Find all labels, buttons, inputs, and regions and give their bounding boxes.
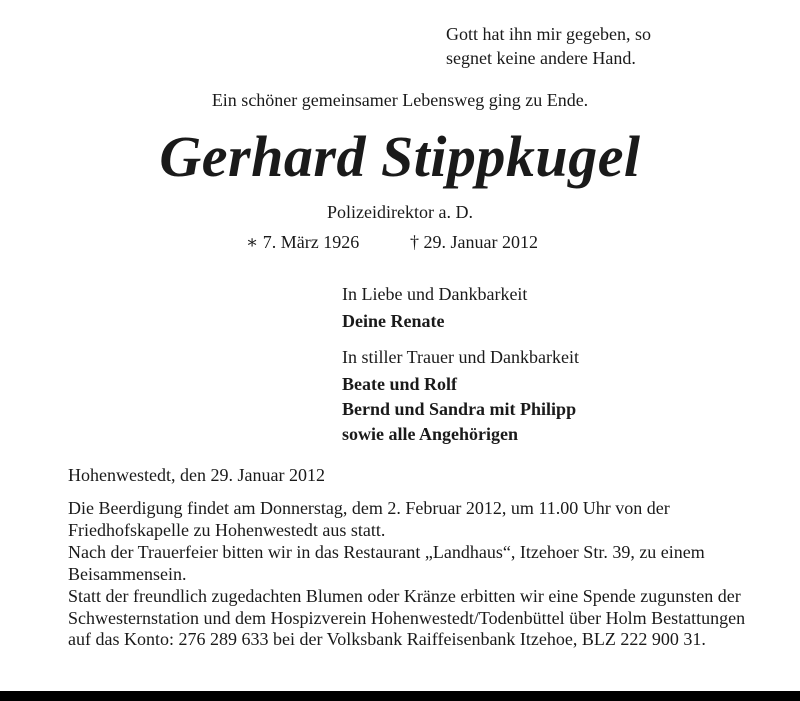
death-date: † 29. Januar 2012 xyxy=(410,232,538,252)
motto-line-2: segnet keine andere Hand. xyxy=(446,48,636,68)
intro-text: Ein schöner gemeinsamer Lebensweg ging zu Ende. xyxy=(211,90,589,110)
deceased-name: Gerhard Stippkugel xyxy=(159,124,641,189)
place-date: Hohenwestedt, den 29. Januar 2012 xyxy=(68,465,325,485)
mourner-name: Beate und Rolf xyxy=(342,374,458,394)
mourners-intro-2: In stiller Trauer und Dankbarkeit xyxy=(342,347,579,367)
donation-details: Statt der freundlich zugedachten Blumen oder Kränze erbitten wir eine Spende zugunsten der Schwesternstation und dem Hospizverein Hohenwestedt/Todenbüttel über Holm Bestattungen auf das Konto: 276 289 633 bei der Volksbank Raiffeisenbank Itzehoe, BLZ 222 900 31. xyxy=(68,586,746,649)
birth-date: ∗ 7. März 1926 xyxy=(246,232,360,252)
mourners-intro-1: In Liebe und Dankbarkeit xyxy=(342,284,528,304)
mourner-name: Deine Renate xyxy=(342,311,445,331)
mourner-name: sowie alle Angehörigen xyxy=(342,424,518,444)
funeral-details: Die Beerdigung findet am Donnerstag, dem 2. Februar 2012, um 11.00 Uhr von der Friedhofskapelle zu Hohenwestedt aus statt. xyxy=(68,498,670,540)
gathering-details: Nach der Trauerfeier bitten wir in das Restaurant „Landhaus“, Itzehoer Str. 39, zu einem Beisammensein. xyxy=(68,542,705,584)
deceased-title: Polizeidirektor a. D. xyxy=(327,202,473,222)
motto-line-1: Gott hat ihn mir gegeben, so xyxy=(446,24,651,44)
mourner-name: Bernd und Sandra mit Philipp xyxy=(342,399,577,419)
